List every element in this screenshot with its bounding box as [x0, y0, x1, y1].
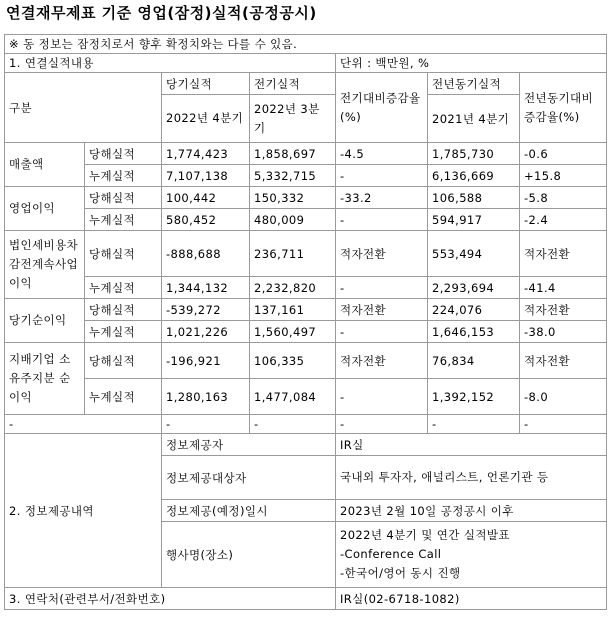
cell-qoq: - [336, 277, 428, 299]
table-row [5, 231, 607, 277]
cell-yoy-base: 1,646,153 [428, 321, 520, 343]
header-current: 당기실적 [162, 73, 250, 95]
header-qoq: 전기대비증감율(%) [336, 73, 428, 143]
metric-label: 지배기업 소유주지분 순이익 [5, 343, 85, 415]
period-type: 당해실적 [85, 299, 162, 321]
metric-label: 매출액 [5, 143, 85, 187]
page-title: 연결재무제표 기준 영업(잠정)실적(공정공시) [6, 4, 317, 22]
period-type: 당해실적 [85, 143, 162, 165]
period-type: 누계실적 [85, 209, 162, 231]
cell-current: 580,452 [162, 209, 250, 231]
data-rows [5, 143, 607, 415]
cell-current: 1,344,132 [162, 277, 250, 299]
header-prior: 전기실적 [250, 73, 336, 95]
event-line-3: -한국어/영어 동시 진행 [340, 566, 461, 580]
table-row [5, 321, 607, 343]
cell-qoq: -33.2 [336, 187, 428, 209]
section1-label: 1. 연결실적내용 [5, 54, 336, 73]
table-row [5, 165, 607, 187]
cell-yoy: -38.0 [520, 321, 607, 343]
notice-text: ※ 동 정보는 잠정치로서 향후 확정치와는 다를 수 있음. [5, 35, 607, 54]
provider-row [5, 434, 607, 456]
cell-yoy: -2.4 [520, 209, 607, 231]
dash-cell: - [162, 415, 250, 434]
header-row-1 [5, 73, 607, 95]
table-row [5, 187, 607, 209]
table-row [5, 343, 607, 379]
event-label: 행사명(장소) [162, 522, 336, 588]
dash-cell: - [336, 415, 428, 434]
cell-current: 100,442 [162, 187, 250, 209]
cell-prior: 1,477,084 [250, 379, 336, 415]
cell-current: -888,688 [162, 231, 250, 277]
cell-current: -539,272 [162, 299, 250, 321]
event-value [336, 522, 607, 588]
cell-yoy-base: 594,917 [428, 209, 520, 231]
table-row [5, 379, 607, 415]
cell-qoq: -4.5 [336, 143, 428, 165]
period-type: 누계실적 [85, 165, 162, 187]
period-type: 누계실적 [85, 277, 162, 299]
cell-yoy-base: 76,834 [428, 343, 520, 379]
cell-prior: 2,232,820 [250, 277, 336, 299]
metric-label: 당기순이익 [5, 299, 85, 343]
event-line-2: -Conference Call [340, 547, 442, 561]
cell-prior: 480,009 [250, 209, 336, 231]
dash-cell: - [5, 415, 162, 434]
date-label: 정보제공(예정)일시 [162, 500, 336, 522]
cell-yoy-base: 6,136,669 [428, 165, 520, 187]
header-yoy-base: 전년동기실적 [428, 73, 520, 95]
cell-prior: 137,161 [250, 299, 336, 321]
metric-label: 영업이익 [5, 187, 85, 231]
cell-yoy: +15.8 [520, 165, 607, 187]
cell-prior: 150,332 [250, 187, 336, 209]
cell-qoq: 적자전환 [336, 231, 428, 277]
cell-yoy: -8.0 [520, 379, 607, 415]
date-value: 2023년 2월 10일 공정공시 이후 [336, 500, 607, 522]
cell-yoy: 적자전환 [520, 299, 607, 321]
period-type: 누계실적 [85, 379, 162, 415]
header-category: 구분 [5, 73, 162, 143]
period-type: 당해실적 [85, 343, 162, 379]
table-row [5, 277, 607, 299]
dash-cell: - [250, 415, 336, 434]
cell-current: 1,021,226 [162, 321, 250, 343]
event-line-1: 2022년 4분기 및 연간 실적발표 [340, 528, 510, 542]
cell-yoy: 적자전환 [520, 343, 607, 379]
cell-current: 1,774,423 [162, 143, 250, 165]
cell-yoy: 적자전환 [520, 231, 607, 277]
provider-value: IR실 [336, 434, 607, 456]
section3-label: 3. 연락처(관련부서/전화번호) [5, 588, 336, 610]
period-type: 누계실적 [85, 321, 162, 343]
cell-yoy-base: 1,392,152 [428, 379, 520, 415]
cell-yoy-base: 553,494 [428, 231, 520, 277]
dash-cell: - [428, 415, 520, 434]
table-row [5, 299, 607, 321]
cell-yoy-base: 106,588 [428, 187, 520, 209]
section2-label: 2. 정보제공내역 [5, 434, 162, 588]
cell-yoy-base: 2,293,694 [428, 277, 520, 299]
cell-yoy: -0.6 [520, 143, 607, 165]
section1-row [5, 54, 607, 73]
dash-cell: - [520, 415, 607, 434]
header-yoy-period: 2021년 4분기 [428, 95, 520, 143]
table-row [5, 209, 607, 231]
dash-row [5, 415, 607, 434]
target-label: 정보제공대상자 [162, 456, 336, 500]
cell-qoq: - [336, 209, 428, 231]
unit-label: 단위 : 백만원, % [336, 54, 607, 73]
header-prior-period: 2022년 3분기 [250, 95, 336, 143]
cell-prior: 1,560,497 [250, 321, 336, 343]
cell-current: 7,107,138 [162, 165, 250, 187]
period-type: 당해실적 [85, 231, 162, 277]
header-yoy: 전년동기대비증감율(%) [520, 73, 607, 143]
notice-row [5, 35, 607, 54]
cell-qoq: - [336, 321, 428, 343]
cell-yoy-base: 1,785,730 [428, 143, 520, 165]
period-type: 당해실적 [85, 187, 162, 209]
cell-yoy-base: 224,076 [428, 299, 520, 321]
section3-value: IR실(02-6718-1082) [336, 588, 607, 610]
cell-yoy: -5.8 [520, 187, 607, 209]
cell-prior: 236,711 [250, 231, 336, 277]
metric-label: 법인세비용차감전계속사업이익 [5, 231, 85, 299]
cell-current: -196,921 [162, 343, 250, 379]
provider-label: 정보제공자 [162, 434, 336, 456]
earnings-table [4, 34, 607, 610]
header-current-period: 2022년 4분기 [162, 95, 250, 143]
target-value: 국내외 투자자, 애널리스트, 언론기관 등 [336, 456, 607, 500]
cell-qoq: 적자전환 [336, 343, 428, 379]
cell-qoq: 적자전환 [336, 299, 428, 321]
cell-prior: 5,332,715 [250, 165, 336, 187]
contact-row [5, 588, 607, 610]
table-row [5, 143, 607, 165]
cell-prior: 1,858,697 [250, 143, 336, 165]
cell-qoq: - [336, 379, 428, 415]
cell-yoy: -41.4 [520, 277, 607, 299]
cell-current: 1,280,163 [162, 379, 250, 415]
cell-prior: 106,335 [250, 343, 336, 379]
cell-qoq: - [336, 165, 428, 187]
